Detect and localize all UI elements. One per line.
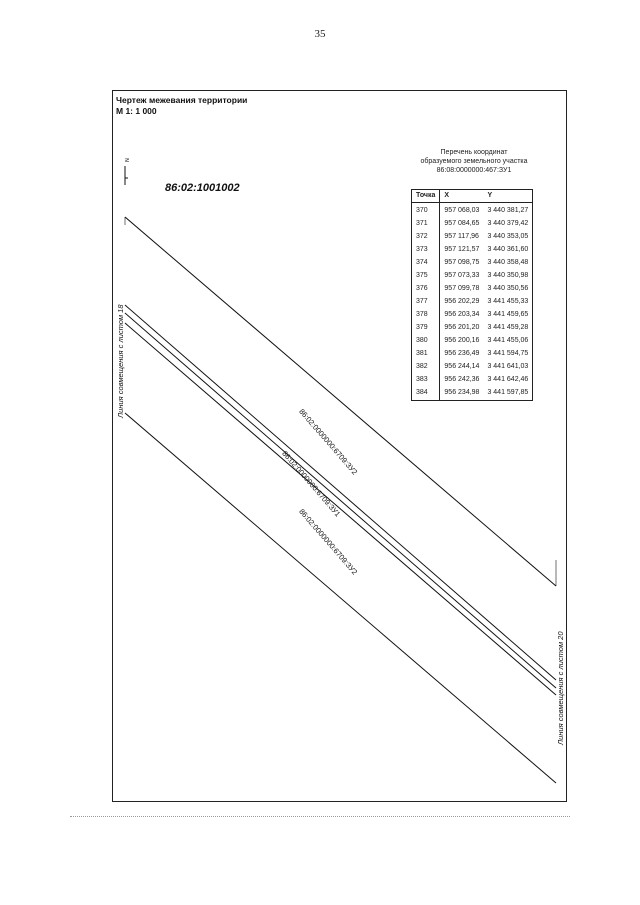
y-cell: 3 440 350,56 [487, 285, 529, 292]
y-cell: 3 440 350,98 [487, 272, 529, 279]
point-cell: 383 [412, 374, 440, 387]
block-cadastral-number: 86:02:1001002 [165, 182, 240, 194]
x-cell: 956 202,29 [444, 298, 480, 305]
y-cell: 3 440 381,27 [487, 207, 529, 214]
y-cell: 3 441 641,03 [487, 363, 529, 370]
x-cell: 957 098,75 [444, 259, 480, 266]
x-cell: 957 121,57 [444, 246, 480, 253]
point-cell: 382 [412, 361, 440, 374]
y-cell: 3 441 459,65 [487, 311, 529, 318]
y-cell: 3 441 455,06 [487, 337, 529, 344]
point-cell: 375 [412, 270, 440, 283]
y-cell: 3 440 353,05 [487, 233, 529, 240]
y-cell: 3 441 455,33 [487, 298, 529, 305]
y-cell: 3 441 597,85 [487, 389, 529, 396]
point-cell: 374 [412, 257, 440, 270]
point-cell: 371 [412, 218, 440, 231]
coordinates-caption-line3: 86:08:0000000:467:ЗУ1 [436, 167, 512, 174]
drawing-scale: М 1: 1 000 [116, 106, 157, 116]
point-cell: 380 [412, 335, 440, 348]
x-cell: 956 203,34 [444, 311, 480, 318]
x-cell: 957 084,65 [444, 220, 480, 227]
north-letter: N [123, 158, 129, 162]
parcel-label-zu1: 86:02:0000000:6709:ЗУ1 [280, 449, 343, 519]
parcel-label-zu2-lower: 86:02:0000000:6709:ЗУ2 [297, 507, 360, 577]
page-number: 35 [314, 28, 326, 40]
coordinates-caption-line2: образуемого земельного участка [420, 158, 528, 165]
boundary-line-top [125, 217, 556, 586]
column-header-x: X [444, 192, 450, 199]
y-cell: 3 440 358,48 [487, 259, 529, 266]
x-cell: 957 099,78 [444, 285, 480, 292]
boundary-line-third [125, 313, 556, 688]
boundary-line-fourth [125, 323, 556, 695]
x-cell: 957 117,96 [444, 233, 479, 240]
boundary-line-bottom [125, 413, 556, 783]
point-cell: 379 [412, 322, 440, 335]
x-cell: 956 234,98 [444, 389, 480, 396]
x-cell: 956 200,16 [444, 337, 480, 344]
y-cell: 3 440 379,42 [487, 220, 529, 227]
match-line-right-label: Линия совмещения с листом 20 [556, 631, 565, 745]
point-cell: 376 [412, 283, 440, 296]
x-cell: 957 068,03 [444, 207, 480, 214]
x-cell: 956 244,14 [444, 363, 480, 370]
x-cell: 956 236,49 [444, 350, 480, 357]
y-cell: 3 441 594,75 [487, 350, 529, 357]
column-header-y: Y [487, 192, 493, 199]
x-cell: 956 242,36 [444, 376, 480, 383]
y-cell: 3 441 642,46 [487, 376, 529, 383]
point-cell: 370 [412, 203, 440, 218]
footer-rule [70, 816, 570, 817]
x-cell: 957 073,33 [444, 272, 480, 279]
coordinates-caption-line1: Перечень координат [440, 149, 508, 156]
match-line-left-label: Линия совмещения с листом 18 [116, 304, 125, 418]
point-cell: 377 [412, 296, 440, 309]
point-cell: 373 [412, 244, 440, 257]
boundary-line-second [125, 305, 556, 680]
x-cell: 956 201,20 [444, 324, 480, 331]
point-cell: 378 [412, 309, 440, 322]
parcel-label-zu2-upper: 86:02:0000000:6709:ЗУ2 [297, 407, 360, 477]
point-cell: 372 [412, 231, 440, 244]
point-cell: 384 [412, 387, 440, 401]
y-cell: 3 441 459,28 [487, 324, 529, 331]
point-cell: 381 [412, 348, 440, 361]
column-header-point: Точка [412, 190, 440, 203]
y-cell: 3 440 361,60 [487, 246, 529, 253]
drawing-title-text: Чертеж межевания территории [116, 95, 248, 105]
